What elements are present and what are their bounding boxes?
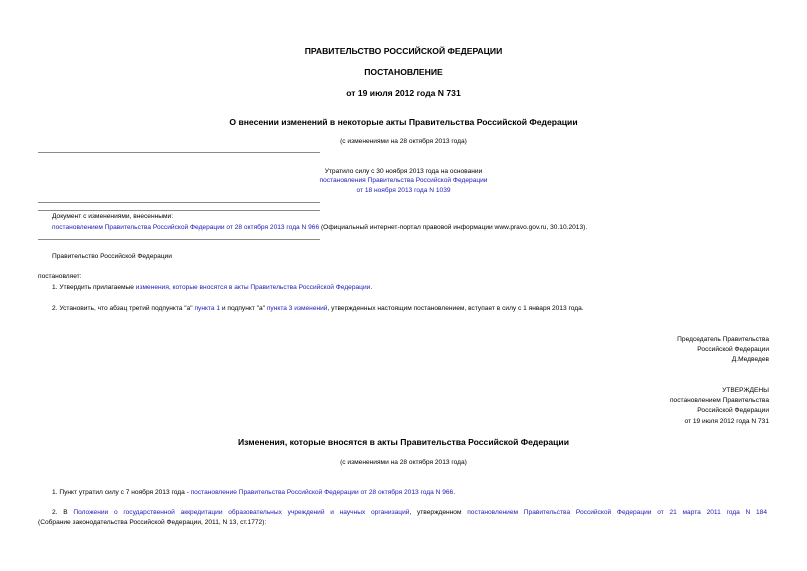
paragraph-2 [52, 305, 584, 312]
changes-paragraph-1 [52, 489, 455, 496]
document-title: О внесении изменений в некоторые акты Правительства Российской Федерации [229, 117, 578, 127]
amending-doc-source: (Официальный интернет-портал правовой информации www.pravo.gov.ru, 30.10.2013). [319, 224, 588, 231]
void-notice-link-date[interactable]: от 18 ноября 2013 года N 1039 [356, 187, 451, 194]
paragraph-1 [52, 284, 372, 291]
approved-heading: УТВЕРЖДЕНЫ [722, 387, 769, 394]
signature-position: Председатель Правительства [677, 336, 769, 343]
changes-paragraph-1-text: 1. Пункт утратил силу с 7 ноября 2013 года - [52, 489, 191, 496]
signature-organization: Российской Федерации [697, 346, 769, 353]
paragraph-2-link-item1[interactable]: пункта 1 [194, 305, 221, 312]
amended-note: (с изменениями на 28 октября 2013 года) [340, 138, 467, 145]
void-notice-text: Утратило силу с 30 ноября 2013 года на основании [324, 168, 483, 175]
divider [38, 152, 320, 153]
amending-doc-link[interactable]: постановлением Правительства Российской Федерации от 28 октября 2013 года N 966 [52, 224, 320, 231]
paragraph-2-end: , утвержденных настоящим постановлением, вступает в силу с 1 января 2013 года. [327, 305, 584, 312]
issuer: Правительство Российской Федерации [52, 253, 172, 260]
changes-paragraph-2-text: 2. В [52, 509, 74, 516]
paragraph-2-link-item3[interactable]: пункта 3 изменений [266, 305, 328, 312]
changes-paragraph-2-link-resolution[interactable]: постановлением Правительства Российской Федерации от 21 марта 2011 года N 184 [467, 509, 767, 516]
signature-name: Д.Медведев [731, 356, 769, 363]
approved-by: постановлением Правительства [669, 397, 769, 404]
divider [38, 202, 320, 203]
changes-amended-note: (с изменениями на 28 октября 2013 года) [340, 459, 467, 466]
paragraph-2-text: 2. Установить, что абзац третий подпункта "а" [52, 305, 195, 312]
amending-docs-label: Документ с изменениями, внесенными: [52, 213, 174, 220]
paragraph-2-text-mid: и подпункт "а" [220, 305, 267, 312]
approved-date: от 19 июля 2012 года N 731 [684, 418, 769, 425]
document-type: ПОСТАНОВЛЕНИЕ [364, 67, 443, 77]
amending-docs-line [52, 224, 587, 231]
changes-paragraph-2-continuation: (Собрание законодательства Российской Федерации, 2011, N 13, ст.1772): [38, 519, 267, 526]
approved-organization: Российской Федерации [697, 407, 769, 414]
changes-paragraph-1-link[interactable]: постановление Правительства Российской Федерации от 28 октября 2013 года N 966 [190, 489, 454, 496]
changes-title: Изменения, которые вносятся в акты Правительства Российской Федерации [237, 437, 569, 447]
paragraph-1-end: . [370, 284, 373, 291]
divider [38, 239, 320, 240]
changes-paragraph-2-link-regulation[interactable]: Положении о государственной аккредитации образовательных учреждений и научных организаций [73, 509, 410, 516]
paragraph-1-text: 1. Утвердить прилагаемые [52, 284, 136, 291]
changes-paragraph-2-text-mid: , утвержденном [409, 509, 468, 516]
paragraph-1-link[interactable]: изменения, которые вносятся в акты Правительства Российской Федерации [135, 284, 371, 291]
resolves: постановляет: [38, 273, 82, 280]
changes-paragraph-2 [52, 509, 767, 516]
void-notice-link[interactable]: постановления Правительства Российской Федерации [319, 177, 488, 184]
changes-paragraph-1-end: . [453, 489, 456, 496]
government-heading: ПРАВИТЕЛЬСТВО РОССИЙСКОЙ ФЕДЕРАЦИИ [304, 46, 503, 56]
document-date-number: от 19 июля 2012 года N 731 [346, 88, 461, 98]
divider [38, 210, 320, 211]
